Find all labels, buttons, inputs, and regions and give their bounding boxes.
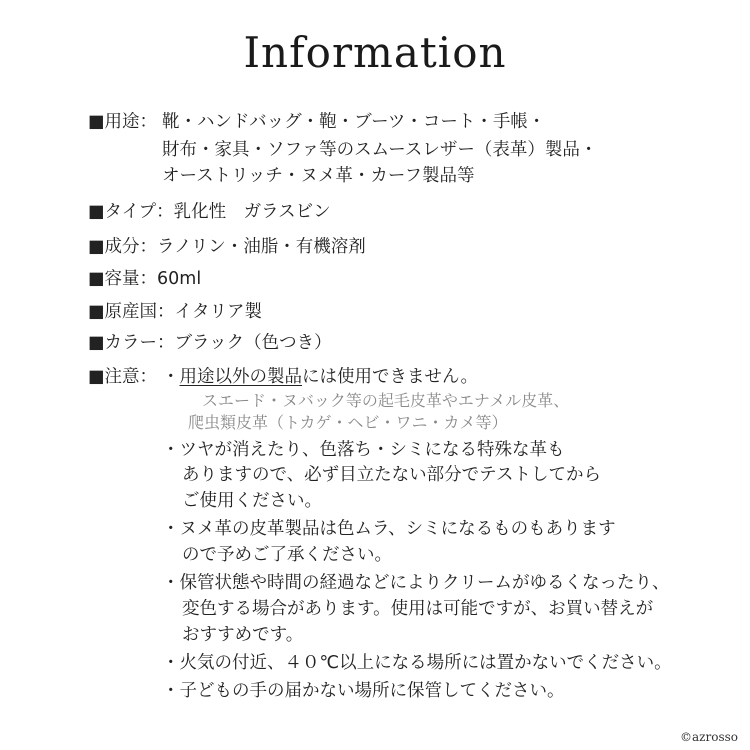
- usage-line: 靴・ハンドバッグ・鞄・ブーツ・コート・手帳・: [162, 112, 546, 132]
- usage-label: ■用途：: [88, 112, 158, 132]
- page-title: Information: [243, 28, 507, 77]
- origin-line: ■原産国：イタリア製: [88, 302, 263, 322]
- color-line: ■カラー：ブラック（色つき）: [88, 333, 332, 353]
- note-sub-line: 爬虫類皮革（トカゲ・ヘビ・ワニ・カメ等）: [188, 413, 508, 432]
- copyright-text: ©azrosso: [680, 730, 738, 744]
- note-rest: には使用できません。: [302, 367, 479, 387]
- note-line: ので予めご了承ください。: [182, 545, 392, 565]
- note-line: おすすめです。: [182, 625, 304, 645]
- note-line: 変色する場合があります。使用は可能ですが、お買い替えが: [182, 599, 654, 619]
- note-underlined: 用途以外の製品: [179, 367, 302, 387]
- usage-line: 財布・家具・ソファ等のスムースレザー（表革）製品・: [162, 140, 598, 160]
- note-sub-line: スエード・ヌバック等の起毛皮革やエナメル皮革、: [202, 391, 570, 410]
- type-line: ■タイプ：乳化性 ガラスビン: [88, 202, 331, 222]
- note-bullet: ・: [162, 367, 180, 387]
- note-line: ・保管状態や時間の経過などによりクリームがゆるくなったり、: [162, 573, 670, 593]
- note-line: ご使用ください。: [182, 491, 322, 511]
- note-line: ・火気の付近、４０℃以上になる場所には置かないでください。: [162, 653, 672, 673]
- note-line: ・子どもの手の届かない場所に保管してください。: [162, 681, 565, 701]
- note-line: ・ヌメ革の皮革製品は色ムラ、シミになるものもあります: [162, 519, 616, 539]
- ingredients-line: ■成分：ラノリン・油脂・有機溶剤: [88, 237, 366, 257]
- capacity-line: ■容量：60ml: [88, 269, 202, 289]
- note-line: ・ツヤが消えたり、色落ち・シミになる特殊な革も: [162, 440, 565, 460]
- note-line: ありますので、必ず目立たない部分でテストしてから: [182, 465, 601, 485]
- notes-label: ■注意：: [88, 367, 158, 387]
- usage-line: オーストリッチ・ヌメ革・カーフ製品等: [162, 166, 475, 186]
- notes-first-line: [162, 365, 478, 389]
